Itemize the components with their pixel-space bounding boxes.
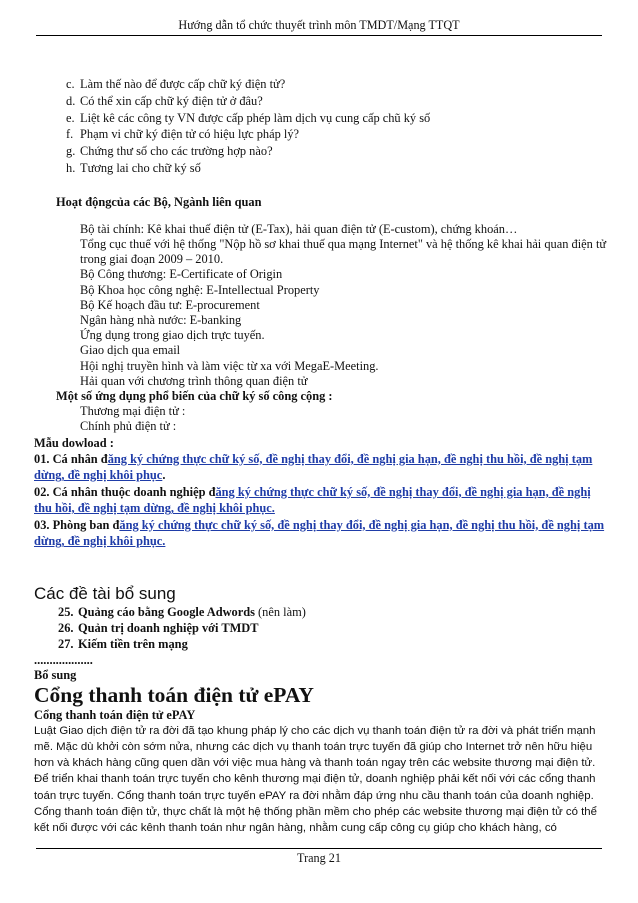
activities-block <box>36 222 608 389</box>
list-marker: g. <box>66 144 76 159</box>
list-marker: e. <box>66 110 75 125</box>
list-text: Tương lai cho chữ ký số <box>80 160 201 175</box>
list-text: Liệt kê các công ty VN được cấp phép làm dịch vụ cung cấp chũ ký số <box>80 110 431 125</box>
list-text: Phạm vi chữ ký điện tử có hiệu lực pháp lý? <box>80 127 300 142</box>
question-list <box>36 76 608 177</box>
activity-line: Bộ Công thương: E-Certificate of Origin <box>80 267 283 282</box>
list-item <box>36 110 608 127</box>
epay-paragraph: Luật Giao dịch điện tử ra đời đã tạo khung pháp lý cho các dịch vụ thanh toán điện tử ra đời và phát triển mạnh mẽ. Mặc dù khởi còn sớm nửa, nhưng các dịch vụ thanh toán trực tuyến đã giúp cho Internet trở nên hữu hiệu hơn và khách hàng cũng quen dần với việc mua hàng và thanh toán ngay trên các website thương mại điện tử. <box>34 724 596 770</box>
epay-paragraph: Để triển khai thanh toán trực tuyến cho kênh thương mại điện tử, doanh nghiệp phải kết nối với các cổng thanh toán trực tuyến. Cổng thanh toán trực tuyến ePAY ra đời nhằm đáp ứng nhu cầu thanh toán của doanh nghiệp. <box>34 773 596 802</box>
download-prefix: 02. Cá nhân thuộc doanh nghiệp đ <box>34 484 216 499</box>
list-marker: c. <box>66 77 75 91</box>
list-item <box>36 143 608 160</box>
list-marker: d. <box>66 93 76 108</box>
page-header: Hướng dẫn tổ chức thuyết trình môn TMDT/Mạng TTQT <box>178 18 460 32</box>
download-link-department[interactable]: ăng ký chứng thực chữ ký số, đề nghị thay đổi, đề nghị gia hạn, đề nghị thu hồi, đề nghị tạm dừng, đề nghị khôi phục. <box>34 517 605 549</box>
activity-line: Bộ Khoa học công nghệ: E-Intellectual Property <box>80 282 320 297</box>
topic-item <box>58 604 608 620</box>
topic-item <box>58 636 608 652</box>
download-prefix: 01. Cá nhân đ <box>34 451 108 466</box>
public-apps-heading: Một số ứng dụng phổ biến của chữ ký số công cộng : <box>56 389 333 404</box>
topic-note: (nên làm) <box>254 604 306 619</box>
list-text: Làm thế nào để được cấp chữ ký điện tử? <box>80 77 286 91</box>
activity-line: Bộ tài chính: Kê khai thuế điện tử (E-Tax), hải quan điện tử (E-custom), chứng khoán… <box>80 221 518 236</box>
topics-heading: Các đề tài bổ sung <box>34 583 176 603</box>
topic-number: 26. <box>58 621 74 636</box>
activities-heading: Hoạt độngcủa các Bộ, Ngành liên quan <box>56 194 262 209</box>
list-item <box>36 93 608 110</box>
list-item <box>36 76 608 93</box>
epay-title: Cổng thanh toán điện tử ePAY <box>34 682 314 707</box>
supplement-heading: Bổ sung <box>34 667 77 682</box>
topic-item <box>58 620 608 636</box>
activity-line: Giao dịch qua email <box>80 343 181 358</box>
list-text: Có thể xin cấp chữ ký điện tử ở đâu? <box>80 93 263 108</box>
list-marker: f. <box>66 127 74 142</box>
download-item <box>34 451 608 484</box>
list-text: Chứng thư số cho các trường hợp nào? <box>80 144 273 159</box>
download-prefix: 03. Phòng ban đ <box>34 517 120 532</box>
separator-dots: ................... <box>34 652 93 667</box>
footer-divider <box>36 848 602 849</box>
header-divider <box>36 35 602 36</box>
activity-line: Hội nghị truyền hình và làm việc từ xa với MegaE-Meeting. <box>80 358 379 373</box>
list-marker: h. <box>66 160 76 175</box>
epay-paragraph: Cổng thanh toán điện tử, thực chất là một hệ thống phần mềm cho phép các website thương mại điện tử có thể kết nối được với các kênh thanh toán như ngân hàng, nhằm cung cấp công cụ giúp cho khách hàng, có <box>34 805 597 835</box>
activity-line: Ứng dụng trong giao dịch trực tuyến. <box>80 328 265 343</box>
epay-subtitle: Cổng thanh toán điện tử ePAY <box>34 707 196 722</box>
public-app-line: Chính phủ điện tử : <box>80 419 177 434</box>
download-item <box>34 517 608 550</box>
page-number: Trang 21 <box>297 851 341 865</box>
topic-list <box>36 604 608 653</box>
activity-line: Ngân hàng nhà nước: E-banking <box>80 313 242 327</box>
download-suffix: . <box>162 468 166 483</box>
topic-text: Kiếm tiền trên mạng <box>78 637 188 652</box>
topic-text: Quảng cáo bằng Google Adwords <box>78 604 255 619</box>
activity-line: Tổng cục thuế với hệ thống "Nộp hồ sơ khai thuế qua mạng Internet" và hệ thống kê khai hải quan điện tử trong giai đoạn 2009 – 2010. <box>80 236 607 267</box>
list-item <box>36 126 608 143</box>
download-heading: Mẫu dowload : <box>34 435 114 450</box>
activity-line: Hải quan với chương trình thông quan điện tử <box>80 373 308 388</box>
topic-text: Quản trị doanh nghiệp với TMDT <box>78 621 259 636</box>
list-item <box>36 160 608 177</box>
page-content <box>36 76 608 836</box>
download-link-enterprise[interactable]: ăng ký chứng thực chữ ký số, đề nghị thay đổi, đề nghị gia hạn, đề nghị thu hồi, đề nghị tạm dừng, đề nghị khôi phục. <box>34 484 591 516</box>
download-item <box>34 484 608 517</box>
topic-number: 25. <box>58 604 74 619</box>
topic-number: 27. <box>58 637 74 652</box>
activity-line: Bộ Kế hoạch đầu tư: E-procurement <box>80 297 260 312</box>
download-link-individual[interactable]: ăng ký chứng thực chữ ký số, đề nghị thay đổi, đề nghị gia hạn, đề nghị thu hồi, đề nghị tạm dừng, đề nghị khôi phục <box>34 451 593 483</box>
public-app-line: Thương mại điện tử : <box>80 404 186 419</box>
